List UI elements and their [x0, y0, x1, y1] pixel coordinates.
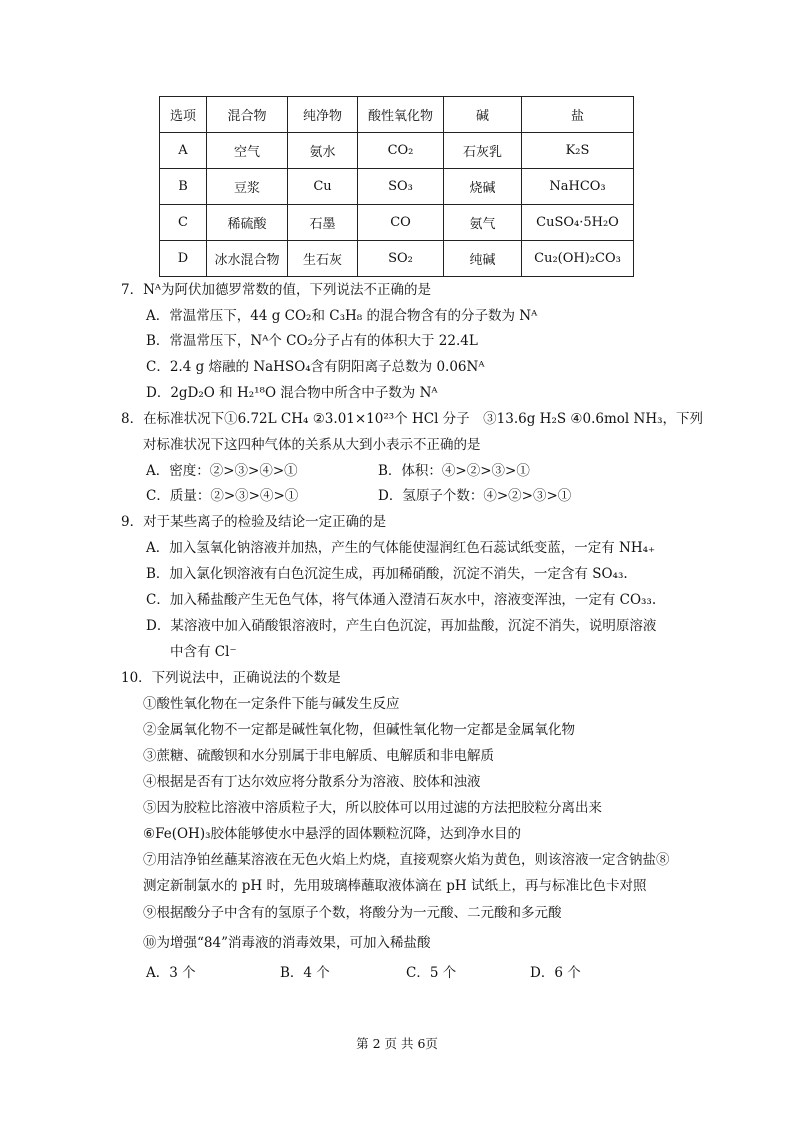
table-cell: 稀硫酸	[207, 205, 288, 241]
question-10-item: ①酸性氧化物在一定条件下能与碱发生反应	[143, 696, 400, 712]
table-cell: 生石灰	[288, 241, 358, 277]
table-cell: 纯碱	[444, 241, 522, 277]
table-cell: D	[160, 241, 207, 277]
table-header-cell: 选项	[160, 97, 207, 133]
question-7-option-a: A．常温常压下，44 g CO₂和 C₃H₈ 的混合物含有的分子数为 Nᴬ	[146, 308, 538, 324]
table-header-cell: 纯净物	[288, 97, 358, 133]
table-cell: C	[160, 205, 207, 241]
question-10-item: ②金属氧化物不一定都是碱性氧化物，但碱性氧化物一定都是金属氧化物	[143, 722, 575, 738]
question-9-option-b: B．加入氯化钡溶液有白色沉淀生成，再加稀硝酸，沉淀不消失，一定含有 SO₄₃.	[146, 566, 628, 582]
question-9-option-a: A．加入氢氧化钠溶液并加热，产生的气体能使湿润红色石蕊试纸变蓝，一定有 NH₄₊	[146, 540, 656, 556]
table-header-cell: 盐	[522, 97, 634, 133]
table-cell: CO	[358, 205, 444, 241]
question-10-option-a: A．3 个	[146, 965, 196, 981]
table-row	[160, 241, 634, 277]
question-10-item: 测定新制氯水的 pH 时，先用玻璃棒蘸取液体滴在 pH 试纸上，再与标准比色卡对照	[143, 878, 647, 894]
table-cell: 石墨	[288, 205, 358, 241]
question-7-option-d: D．2gD₂O 和 H₂¹⁸O 混合物中所含中子数为 Nᴬ	[146, 385, 438, 401]
question-8-option-a: A．密度：②>③>④>①	[146, 463, 298, 479]
table-cell: 石灰乳	[444, 133, 522, 169]
table-row	[160, 205, 634, 241]
question-10-item: ⑨根据酸分子中含有的氢原子个数，将酸分为一元酸、二元酸和多元酸	[143, 905, 562, 921]
table-header-row	[160, 97, 634, 133]
question-10-item: ⑥Fe(OH)₃胶体能够使水中悬浮的固体颗粒沉降，达到净水目的	[143, 826, 522, 842]
question-8-stem: 8．在标准状况下①6.72L CH₄ ②3.01×10²³个 HCl 分子 ③13.6g H₂S ④0.6mol NH₃，下列	[121, 411, 704, 427]
table-header-cell: 酸性氧化物	[358, 97, 444, 133]
question-9-option-c: C．加入稀盐酸产生无色气体，将气体通入澄清石灰水中，溶液变浑浊，一定有 CO₃₃.	[146, 592, 657, 608]
table-row	[160, 133, 634, 169]
question-9-stem: 9．对于某些离子的检验及结论一定正确的是	[121, 514, 387, 530]
table-header-cell: 混合物	[207, 97, 288, 133]
question-8-option-d: D．氢原子个数：④>②>③>①	[378, 488, 572, 504]
table-cell: 烧碱	[444, 169, 522, 205]
table-cell: Cu	[288, 169, 358, 205]
table-row	[160, 169, 634, 205]
table-cell: 冰水混合物	[207, 241, 288, 277]
table-cell: 空气	[207, 133, 288, 169]
question-8-stem-cont: 对标准状况下这四种气体的关系从大到小表示不正确的是	[143, 437, 481, 453]
table-cell: CO₂	[358, 133, 444, 169]
table-cell: NaHCO₃	[522, 169, 634, 205]
table-cell: B	[160, 169, 207, 205]
question-9-option-d-cont: 中含有 Cl⁻	[170, 644, 237, 660]
classification-table	[159, 96, 634, 277]
page-footer: 第 2 页 共 6页	[356, 1036, 438, 1051]
question-7-option-c: C．2.4 g 熔融的 NaHSO₄含有阴阳离子总数为 0.06Nᴬ	[146, 359, 485, 375]
question-7-stem: 7．Nᴬ为阿伏加德罗常数的值，下列说法不正确的是	[121, 282, 432, 298]
table-cell: 豆浆	[207, 169, 288, 205]
question-10-item: ③蔗糖、硫酸钡和水分别属于非电解质、电解质和非电解质	[143, 748, 494, 764]
table-cell: SO₃	[358, 169, 444, 205]
table-cell: CuSO₄·5H₂O	[522, 205, 634, 241]
question-10-item: ⑩为增强“84”消毒液的消毒效果，可加入稀盐酸	[143, 935, 431, 951]
question-10-option-b: B．4 个	[280, 965, 330, 981]
question-10-item: ⑦用洁净铂丝蘸某溶液在无色火焰上灼烧，直接观察火焰为黄色，则该溶液一定含钠盐⑧	[143, 852, 670, 868]
table-cell: A	[160, 133, 207, 169]
table-cell: 氨水	[288, 133, 358, 169]
question-10-item: ⑤因为胶粒比溶液中溶质粒子大，所以胶体可以用过滤的方法把胶粒分离出来	[143, 800, 602, 816]
table-header-cell: 碱	[444, 97, 522, 133]
question-7-option-b: B．常温常压下，Nᴬ个 CO₂分子占有的体积大于 22.4L	[146, 333, 478, 349]
table-cell: K₂S	[522, 133, 634, 169]
question-8-option-b: B．体积：④>②>③>①	[378, 463, 530, 479]
table-cell: SO₂	[358, 241, 444, 277]
question-10-item: ④根据是否有丁达尔效应将分散系分为溶液、胶体和浊液	[143, 774, 481, 790]
question-9-option-d: D．某溶液中加入硝酸银溶液时，产生白色沉淀，再加盐酸，沉淀不消失，说明原溶液	[146, 618, 657, 634]
question-10-option-d: D．6 个	[530, 965, 581, 981]
question-8-option-c: C．质量：②>③>④>①	[146, 488, 299, 504]
question-10-stem: 10．下列说法中，正确说法的个数是	[121, 670, 341, 686]
table-cell: 氨气	[444, 205, 522, 241]
question-10-option-c: C．5 个	[406, 965, 457, 981]
table-cell: Cu₂(OH)₂CO₃	[522, 241, 634, 277]
